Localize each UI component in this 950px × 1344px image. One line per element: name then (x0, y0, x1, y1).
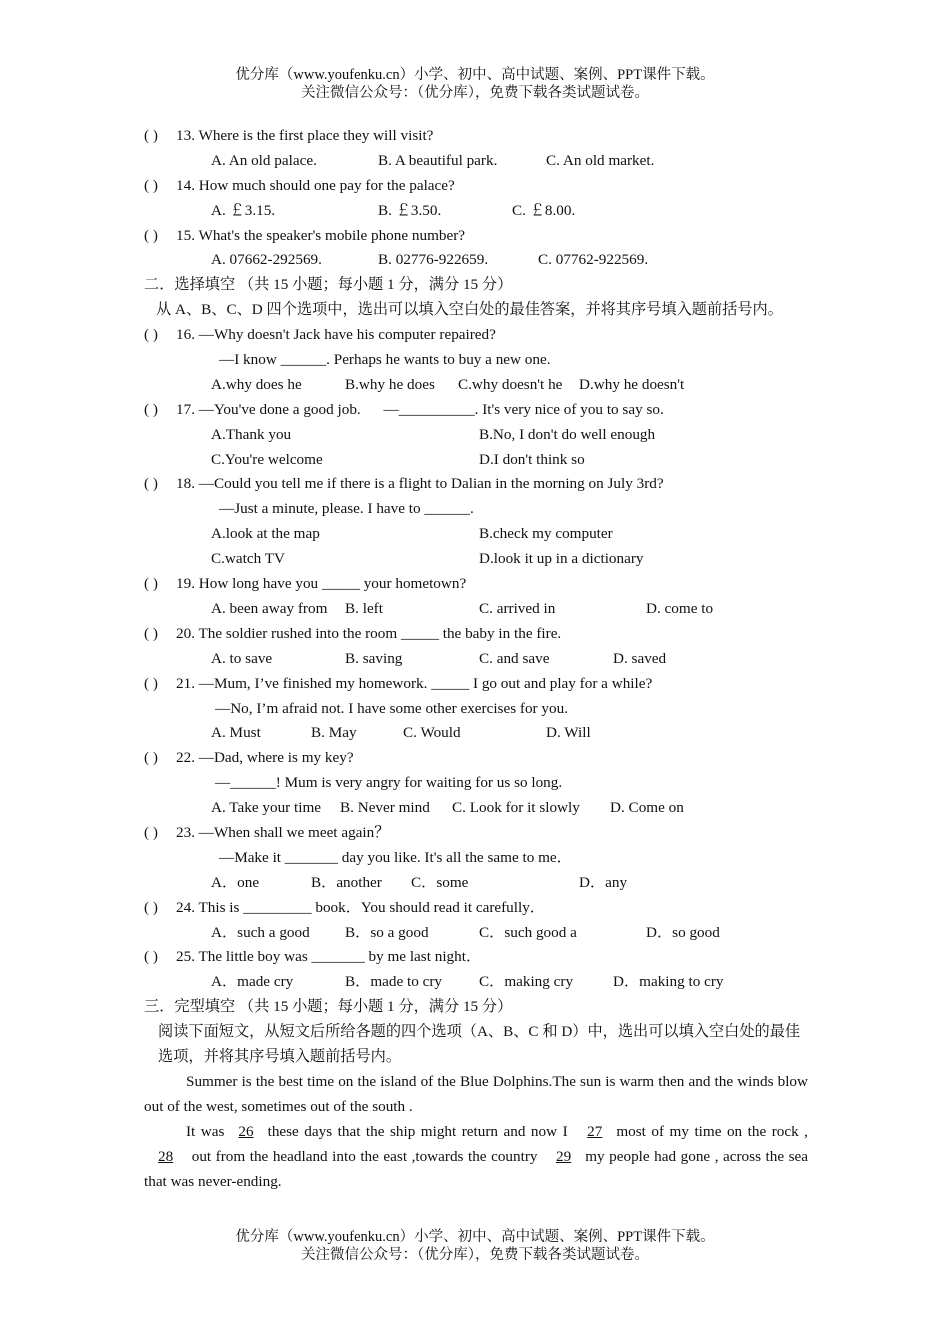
option-a: A. An old palace. (211, 151, 317, 169)
option-a: A. ￡3.15. (211, 201, 276, 219)
option-a: A. 07662-292569. (211, 251, 322, 269)
question-14-options (144, 199, 808, 224)
answer-bracket[interactable]: ( ) (144, 624, 158, 642)
answer-bracket[interactable]: ( ) (144, 400, 158, 418)
option-d: D．making to cry (613, 973, 724, 991)
question-22-response: —______! Mum is very angry for waiting for us so long. (215, 774, 563, 792)
question-14 (144, 174, 808, 199)
option-b: B. May (311, 724, 357, 742)
blank-29[interactable]: 29 (556, 1147, 572, 1165)
option-a: A. Must (211, 724, 261, 742)
option-d: D.I don't think so (479, 450, 585, 468)
question-stem: 23. —When shall we meet again？ (176, 823, 390, 841)
option-b: B. ￡3.50. (378, 201, 442, 219)
question-stem: 17. —You've done a good job. —__________. It's very nice of you to say so. (176, 400, 664, 418)
option-a: A. been away from (211, 599, 328, 617)
option-b: B．made to cry (345, 973, 443, 991)
blank-28[interactable]: 28 (158, 1147, 174, 1165)
question-21 (144, 672, 808, 697)
option-c: C. An old market. (546, 151, 655, 169)
passage-text: these days that the ship might return and now I (267, 1122, 574, 1140)
question-22-options (144, 796, 808, 821)
question-stem: 13. Where is the first place they will visit? (176, 127, 434, 144)
question-17 (144, 398, 808, 423)
question-23 (144, 821, 808, 846)
option-b: B.check my computer (479, 525, 613, 543)
answer-bracket[interactable]: ( ) (144, 326, 158, 344)
question-13-options (144, 149, 808, 174)
question-18-options-row-2 (144, 547, 808, 572)
answer-bracket[interactable]: ( ) (144, 176, 158, 194)
option-a: A. Take your time (211, 799, 322, 817)
option-c: C. Would (403, 724, 461, 742)
option-d: D．so good (646, 923, 720, 941)
header-line-1: 优分库（www.youfenku.cn）小学、初中、高中试题、案例、PPT课件下载。 (235, 67, 715, 83)
question-stem: 20. The soldier rushed into the room _____ the baby in the fire. (176, 624, 562, 642)
option-a: A. to save (211, 649, 273, 667)
option-d: D.why he doesn't (579, 375, 685, 393)
answer-bracket[interactable]: ( ) (144, 475, 158, 493)
option-a: A．one (211, 873, 260, 891)
option-c: C. 07762-922569. (538, 251, 649, 269)
question-21-response: —No, I’m afraid not. I have some other exercises for you. (215, 699, 568, 717)
option-d: D. saved (613, 649, 667, 667)
option-a: A.look at the map (211, 525, 320, 543)
question-stem: 15. What's the speaker's mobile phone number? (176, 226, 466, 244)
question-stem: 14. How much should one pay for the palace? (176, 176, 455, 194)
footer-line-1: 优分库（www.youfenku.cn）小学、初中、高中试题、案例、PPT课件下载。 (235, 1229, 715, 1245)
option-b: B. 02776-922659. (378, 251, 489, 269)
option-d: D. Will (546, 724, 591, 742)
option-c: C. Look for it slowly (452, 799, 580, 817)
section-2-instruction: 从 A、B、C、D 四个选项中，选出可以填入空白处的最佳答案，并将其序号填入题前括号内。 (156, 301, 783, 319)
page-header (0, 66, 950, 102)
exam-content (144, 124, 808, 1194)
option-d: D．any (579, 873, 628, 891)
option-b: B.why he does (345, 375, 435, 393)
question-19-options (144, 597, 808, 622)
option-c: C.why doesn't he (458, 375, 563, 393)
question-18-options-row-1 (144, 522, 808, 547)
passage-paragraph-1: Summer is the best time on the island of the Blue Dolphins.The sun is warm then and the winds blow out of the west, sometimes out of the south . (144, 1072, 808, 1115)
question-18 (144, 472, 808, 497)
question-24 (144, 896, 808, 921)
option-b: B．another (311, 873, 382, 891)
option-b: B. A beautiful park. (378, 151, 498, 169)
option-d: D. Come on (610, 799, 684, 817)
passage-text: It was (186, 1122, 225, 1140)
option-d: D. come to (646, 599, 714, 617)
option-a: A．made cry (211, 973, 294, 991)
question-16 (144, 323, 808, 348)
answer-bracket[interactable]: ( ) (144, 948, 158, 966)
question-25 (144, 945, 808, 970)
question-13 (144, 124, 808, 149)
question-23-response: —Make it _______ day you like. It's all the same to me． (219, 848, 572, 866)
option-a: A.why does he (211, 375, 302, 393)
option-b: B.No, I don't do well enough (479, 425, 656, 443)
question-16-options (144, 373, 808, 398)
answer-bracket[interactable]: ( ) (144, 127, 158, 144)
question-18-response: —Just a minute, please. I have to ______. (219, 500, 474, 518)
section-3-instruction: 阅读下面短文，从短文后所给各题的四个选项（A、B、C 和 D）中，选出可以填入空白处的最佳选项，并将其序号填入题前括号内。 (158, 1023, 801, 1065)
option-b: B. left (345, 599, 383, 617)
blank-26[interactable]: 26 (238, 1122, 254, 1140)
section-2-title: 二．选择填空 （共 15 小题；每小题 1 分，满分 15 分） (144, 276, 513, 294)
question-stem: 21. —Mum, I’ve finished my homework. _____ I go out and play for a while? (176, 674, 653, 692)
passage-text: my people had gone , across the sea that was never-ending. (144, 1147, 808, 1190)
question-17-options-row-2 (144, 448, 808, 473)
question-23-options (144, 871, 808, 896)
question-16-response: —I know ______. Perhaps he wants to buy a new one. (219, 351, 551, 369)
option-c: C.You're welcome (211, 450, 323, 468)
question-stem: 25. The little boy was _______ by me last night． (176, 948, 482, 966)
option-b: B. saving (345, 649, 403, 667)
question-stem: 19. How long have you _____ your hometown? (176, 575, 467, 593)
option-c: C.watch TV (211, 550, 285, 568)
answer-bracket[interactable]: ( ) (144, 575, 158, 593)
option-c: C. and save (479, 649, 550, 667)
question-20-options (144, 647, 808, 672)
section-3-title: 三．完型填空 （共 15 小题；每小题 1 分，满分 15 分） (144, 998, 513, 1016)
passage-text: out from the headland into the east ,towards the country (187, 1147, 543, 1165)
question-stem: 18. —Could you tell me if there is a flight to Dalian in the morning on July 3rd? (176, 475, 664, 493)
question-stem: 22. —Dad, where is my key? (176, 749, 354, 767)
question-21-options (144, 721, 808, 746)
answer-bracket[interactable]: ( ) (144, 674, 158, 692)
option-c: C．making cry (479, 973, 574, 991)
question-15-options (144, 248, 808, 273)
question-19 (144, 572, 808, 597)
footer-line-2: 关注微信公众号：（优分库），免费下载各类试题试卷。 (301, 1247, 649, 1263)
answer-bracket[interactable]: ( ) (144, 898, 158, 916)
passage-text: most of my time on the rock , (616, 1122, 808, 1140)
question-22 (144, 746, 808, 771)
passage-paragraph-2 (144, 1120, 808, 1195)
blank-27[interactable]: 27 (587, 1122, 603, 1140)
option-c: C．some (411, 873, 469, 891)
option-c: C．such good a (479, 923, 577, 941)
question-20 (144, 622, 808, 647)
option-d: D.look it up in a dictionary (479, 550, 644, 568)
option-b: B. Never mind (340, 799, 430, 817)
option-c: C. arrived in (479, 599, 556, 617)
header-line-2: 关注微信公众号：（优分库），免费下载各类试题试卷。 (301, 85, 649, 101)
option-b: B．so a good (345, 923, 429, 941)
option-a: A.Thank you (211, 425, 292, 443)
option-a: A．such a good (211, 923, 310, 941)
answer-bracket[interactable]: ( ) (144, 749, 158, 767)
question-25-options (144, 970, 808, 995)
question-stem: 16. —Why doesn't Jack have his computer repaired? (176, 326, 496, 344)
answer-bracket[interactable]: ( ) (144, 823, 158, 841)
question-stem: 24. This is _________ book．You should read it carefully． (176, 898, 545, 916)
option-c: C. ￡8.00. (512, 201, 576, 219)
question-24-options (144, 921, 808, 946)
answer-bracket[interactable]: ( ) (144, 226, 158, 244)
page-footer (0, 1228, 950, 1264)
question-15 (144, 224, 808, 249)
question-17-options-row-1 (144, 423, 808, 448)
